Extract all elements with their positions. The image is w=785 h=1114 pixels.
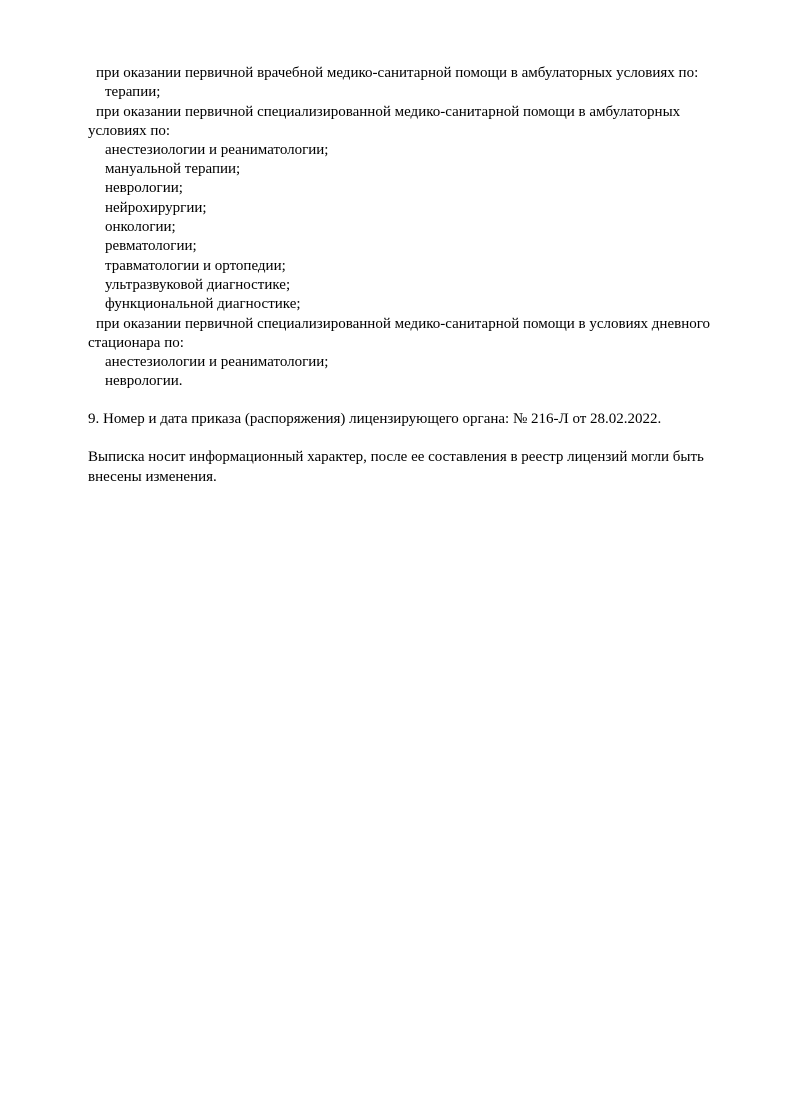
list-item: ревматологии;	[105, 238, 197, 254]
disclaimer-line: внесены изменения.	[88, 469, 217, 485]
section-heading: при оказании первичной специализированной медико-санитарной помощи в амбулаторных	[96, 104, 681, 120]
list-item: анестезиологии и реаниматологии;	[105, 354, 329, 370]
section-heading: при оказании первичной врачебной медико-санитарной помощи в амбулаторных условиях по:	[96, 65, 699, 81]
list-item: функциональной диагностике;	[105, 296, 301, 312]
list-item: травматологии и ортопедии;	[105, 258, 286, 274]
order-number-line: 9. Номер и дата приказа (распоряжения) лицензирующего органа: № 216-Л от 28.02.2022.	[88, 411, 662, 427]
list-item: неврологии;	[105, 180, 183, 196]
section-heading: при оказании первичной специализированной медико-санитарной помощи в условиях дневного	[96, 316, 710, 332]
disclaimer-line: Выписка носит информационный характер, после ее составления в реестр лицензий могли быть	[88, 449, 704, 465]
list-item: ультразвуковой диагностике;	[105, 277, 291, 293]
list-item: онкологии;	[105, 219, 176, 235]
list-item: нейрохирургии;	[105, 200, 207, 216]
list-item: терапии;	[105, 84, 161, 100]
list-item: анестезиологии и реаниматологии;	[105, 142, 329, 158]
section-heading-continued: условиях по:	[88, 123, 171, 139]
list-item: мануальной терапии;	[105, 161, 241, 177]
list-item: неврологии.	[105, 373, 183, 389]
section-heading-continued: стационара по:	[88, 335, 184, 351]
